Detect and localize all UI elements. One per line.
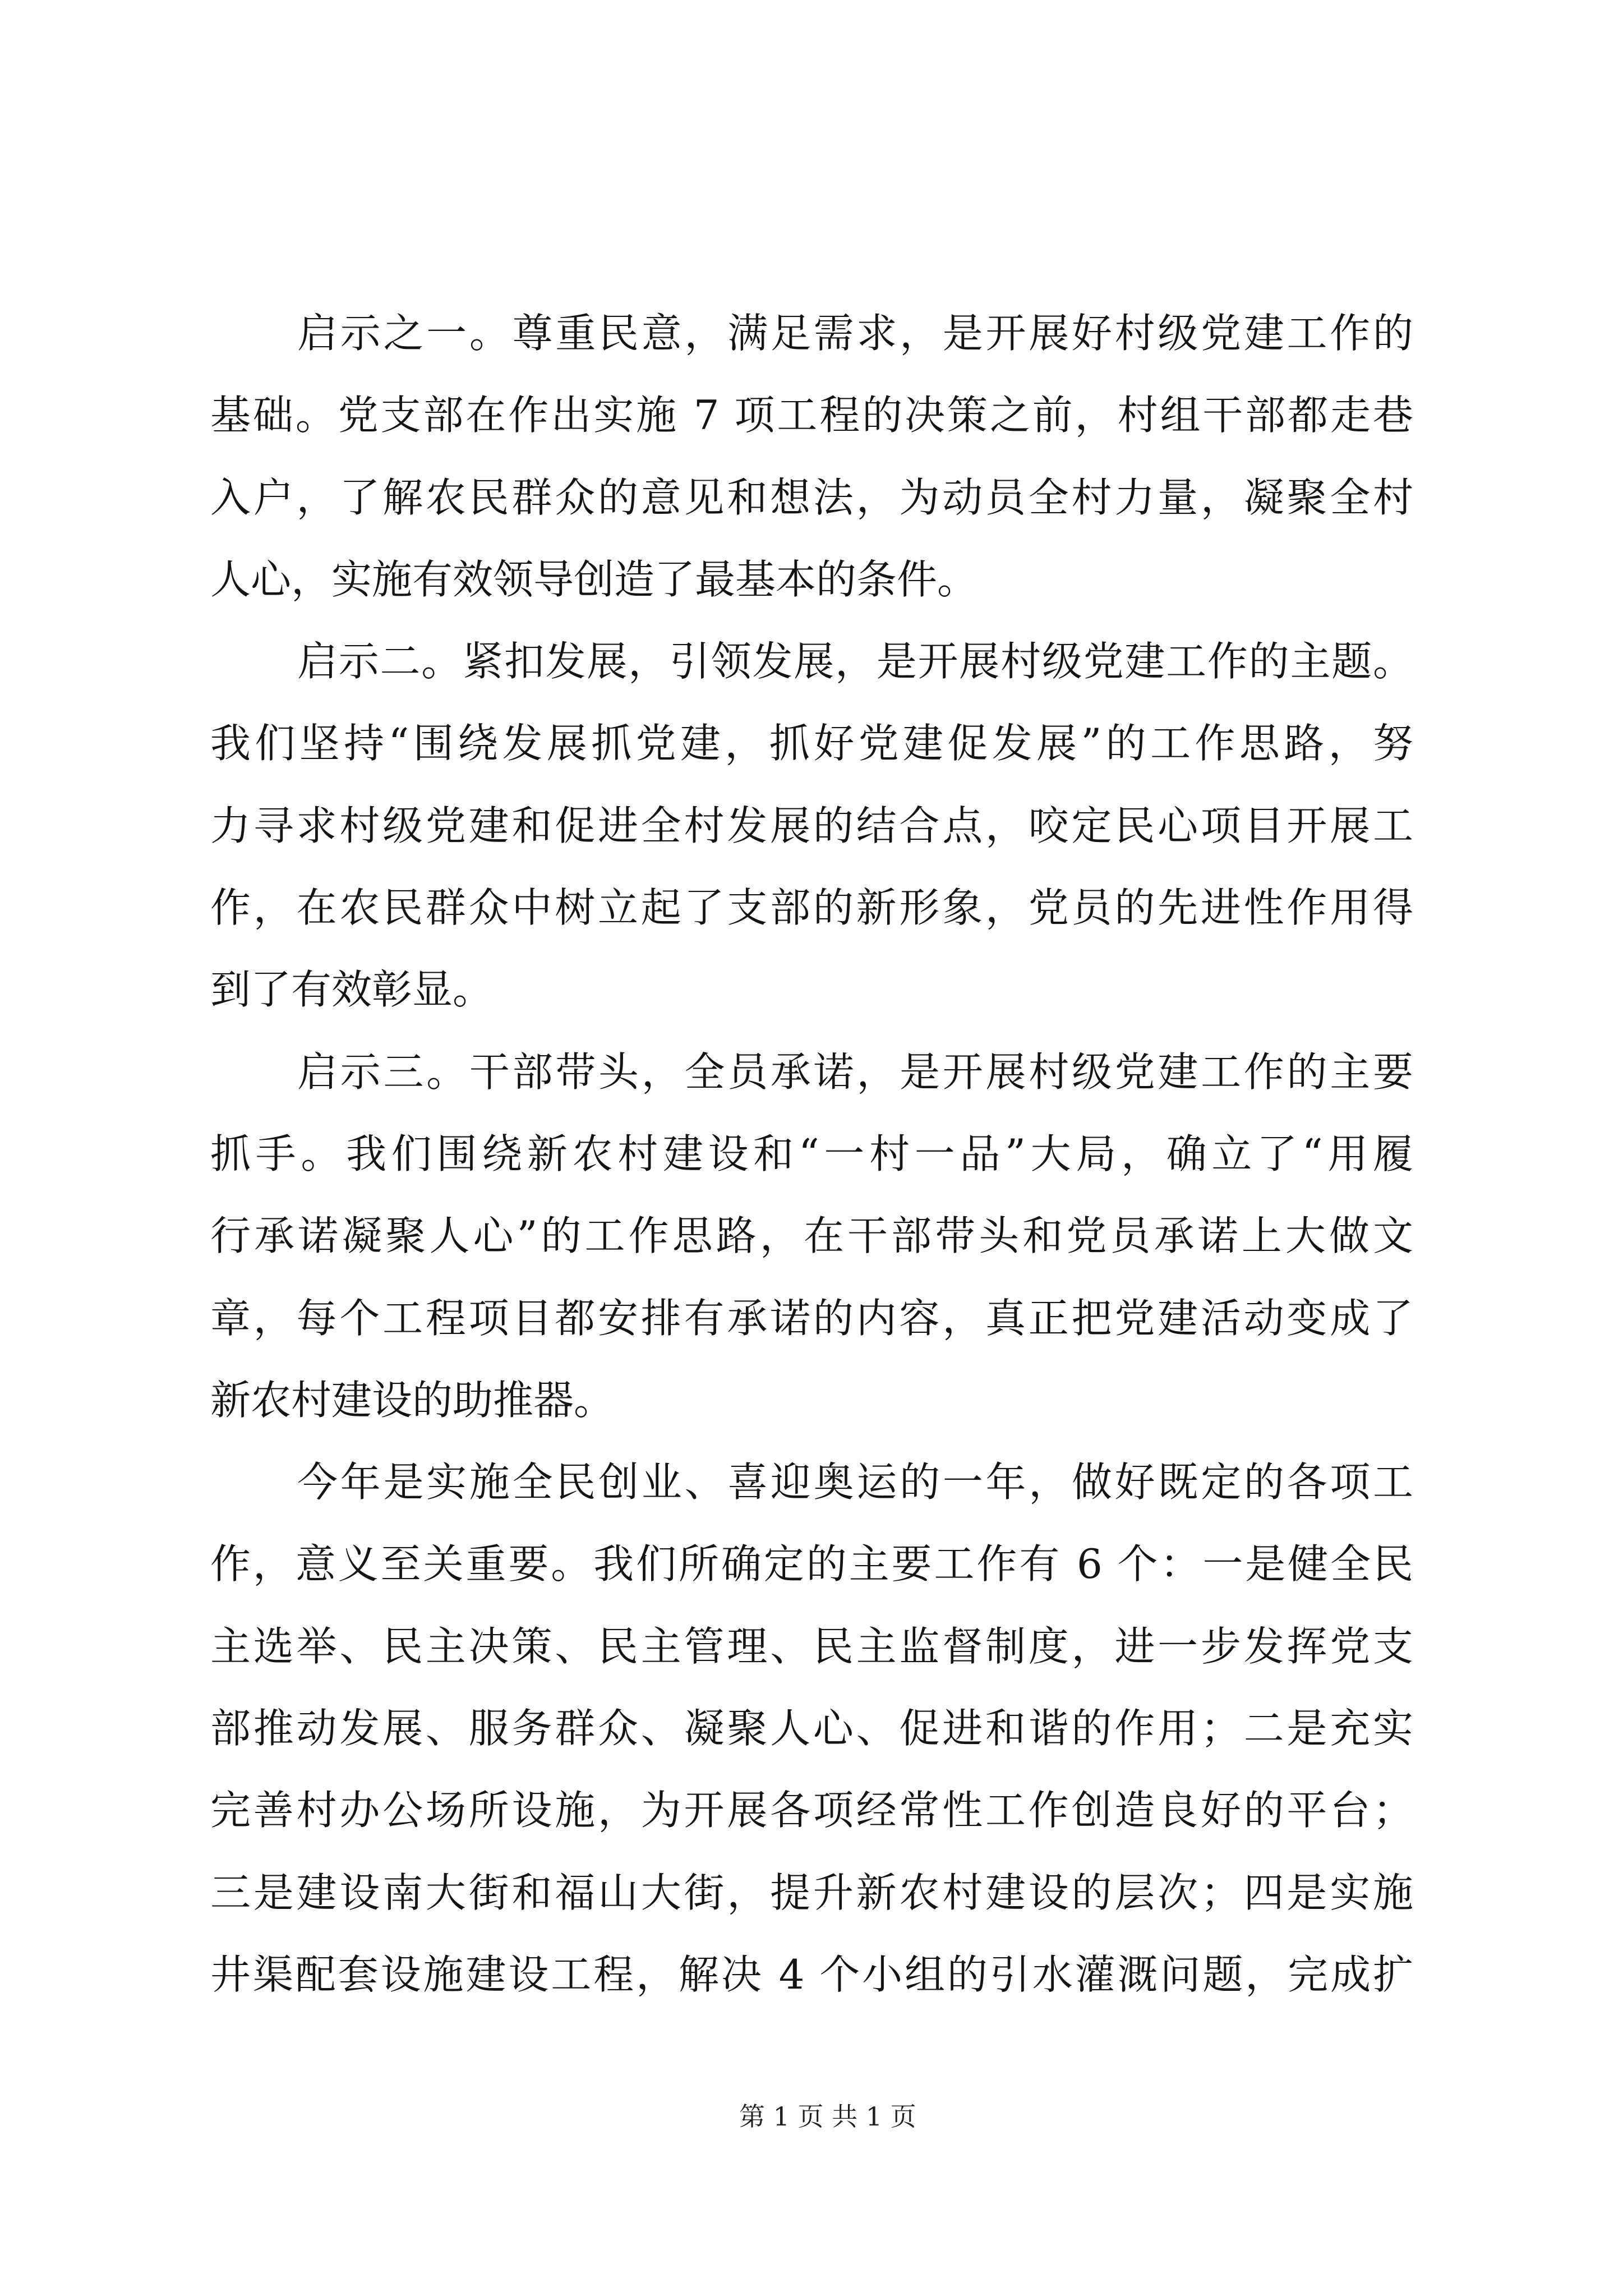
text-line: 章，每个工程项目都安排有承诺的内容，真正把党建活动变成了 (210, 1294, 1413, 1342)
paragraph (210, 620, 1413, 1030)
text-line: 启示三。干部带头，全员承诺，是开展村级党建工作的主要 (297, 1048, 1413, 1096)
text-line: 新农村建设的助推器。 (210, 1376, 615, 1424)
paragraph (210, 1441, 1413, 2016)
text-line: 到了有效彰显。 (210, 966, 494, 1014)
text-line: 作，在农民群众中树立起了支部的新形象，党员的先进性作用得 (210, 884, 1413, 932)
text-line: 三是建设南大街和福山大街，提升新农村建设的层次；四是实施 (210, 1869, 1413, 1916)
text-line: 井渠配套设施建设工程，解决 4 个小组的引水灌溉问题，完成扩 (210, 1950, 1413, 1998)
text-line: 部推动发展、服务群众、凝聚人心、促进和谐的作用；二是充实 (210, 1705, 1413, 1752)
page-footer: 第 1 页 共 1 页 (739, 2101, 916, 2132)
text-line: 作，意义至关重要。我们所确定的主要工作有 6 个：一是健全民 (210, 1540, 1413, 1588)
paragraph (210, 292, 1413, 620)
text-line: 今年是实施全民创业、喜迎奥运的一年，做好既定的各项工 (297, 1458, 1413, 1506)
text-line: 行承诺凝聚人心”的工作思路，在干部带头和党员承诺上大做文 (210, 1212, 1413, 1260)
text-line: 我们坚持“围绕发展抓党建，抓好党建促发展”的工作思路，努 (210, 720, 1413, 767)
text-line: 基础。党支部在作出实施 7 项工程的决策之前，村组干部都走巷 (210, 392, 1413, 439)
text-line: 抓手。我们围绕新农村建设和“一村一品”大局，确立了“用履 (210, 1130, 1413, 1177)
paragraph (210, 1031, 1413, 1441)
text-line: 启示二。紧扣发展，引领发展，是开展村级党建工作的主题。 (297, 638, 1413, 685)
text-line: 主选举、民主决策、民主管理、民主监督制度，进一步发挥党支 (210, 1622, 1413, 1670)
body-text (210, 292, 1413, 2016)
text-line: 力寻求村级党建和促进全村发展的结合点，咬定民心项目开展工 (210, 802, 1413, 849)
text-line: 人心，实施有效领导创造了最基本的条件。 (210, 555, 978, 603)
text-line: 完善村办公场所设施，为开展各项经常性工作创造良好的平台； (210, 1787, 1413, 1834)
text-line: 入户，了解农民群众的意见和想法，为动员全村力量，凝聚全村 (210, 473, 1413, 521)
text-line: 启示之一。尊重民意，满足需求，是开展好村级党建工作的 (297, 310, 1413, 357)
